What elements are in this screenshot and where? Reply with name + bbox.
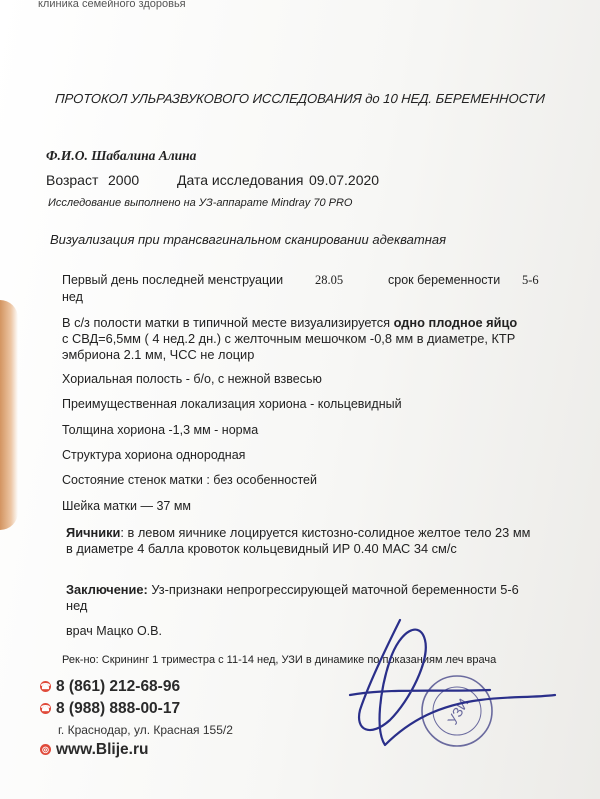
phone-2: 8 (988) 888-00-17 xyxy=(56,700,181,717)
phone-1: 8 (861) 212-68-96 xyxy=(56,678,181,695)
stamp-text: УЗИ xyxy=(444,695,472,728)
age-label: Возраст xyxy=(46,172,99,188)
finding-chorion-thickness: Толщина хориона -1,3 мм - норма xyxy=(62,423,259,437)
age-value: 2000 xyxy=(108,172,140,188)
conclusion-text: Уз-признаки непрогрессирующей маточной беременности 5-6 нед xyxy=(66,582,519,613)
patient-name-line xyxy=(46,148,196,164)
finding-uterus-walls: Состояние стенок матки : без особенностей xyxy=(62,473,317,487)
document-title: ПРОТОКОЛ УЛЬРАЗВУКОВОГО ИССЛЕДОВАНИЯ до 10 НЕД. БЕРЕМЕННОСТИ xyxy=(54,91,546,106)
finger-shadow xyxy=(0,300,18,530)
fio-label: Ф.И.О. xyxy=(46,148,88,163)
egg-text-1: В с/з полости матки в типичной месте визуализируется xyxy=(62,315,391,330)
fio-value: Шабалина Алина xyxy=(91,148,197,163)
egg-text-2: с СВД=6,5мм ( 4 нед.2 дн.) с желточным мешочком -0,8 мм в диаметре, КТР эмбриона 2.1 мм, ЧСС не лоцир xyxy=(62,331,516,362)
website-link[interactable]: www.Blije.ru xyxy=(56,741,149,758)
menstruation-label: Первый день последней менструации xyxy=(62,273,284,287)
doctor-signature xyxy=(330,600,560,750)
menstruation-date: 28.05 xyxy=(315,273,344,287)
globe-icon: ◎ xyxy=(40,744,51,755)
term-value: 5-6 xyxy=(522,273,539,287)
egg-text-bold: одно плодное яйцо xyxy=(393,315,518,330)
phone-line-1 xyxy=(40,678,180,696)
ovaries-text: : в левом яичнике лоцируется кистозно-солидное желтое тело 23 мм в диаметре 4 балла кровоток кольцевидный ИР 0.40 МАС 34 см/с xyxy=(66,525,531,556)
finding-chorion-localization: Преимущественная локализация хориона - кольцевидный xyxy=(62,397,402,411)
visualization-line: Визуализация при трансвагинальном сканировании адекватная xyxy=(50,232,447,247)
finding-chorion-structure: Структура хориона однородная xyxy=(62,448,246,462)
finding-chorion-cavity: Хориальная полость - б/о, с нежной взвесью xyxy=(62,372,322,386)
date-label: Дата исследования xyxy=(177,172,304,188)
clinic-tagline: клиника семейного здоровья xyxy=(38,0,186,10)
phone-icon: ☎ xyxy=(40,704,51,714)
egg-paragraph xyxy=(62,315,522,363)
term-unit: нед xyxy=(62,290,83,304)
finding-cervix: Шейка матки — 37 мм xyxy=(62,499,192,513)
recommendation-line: Рек-но: Скрининг 1 триместра с 11-14 нед, УЗИ в динамике по показаниям леч врача xyxy=(62,654,497,666)
ovaries-paragraph xyxy=(66,525,536,557)
doctor-name: врач Мацко О.В. xyxy=(66,624,162,638)
phone-icon: ☎ xyxy=(40,682,51,692)
ovaries-label: Яичники xyxy=(66,525,121,540)
term-label: срок беременности xyxy=(388,273,501,287)
clinic-address: г. Краснодар, ул. Красная 155/2 xyxy=(58,723,233,737)
device-line: Исследование выполнено на УЗ-аппарате Mindray 70 PRO xyxy=(48,197,353,209)
conclusion-label: Заключение: xyxy=(66,582,148,597)
date-value: 09.07.2020 xyxy=(309,172,380,188)
website-line xyxy=(40,741,148,759)
phone-line-2 xyxy=(40,700,180,718)
